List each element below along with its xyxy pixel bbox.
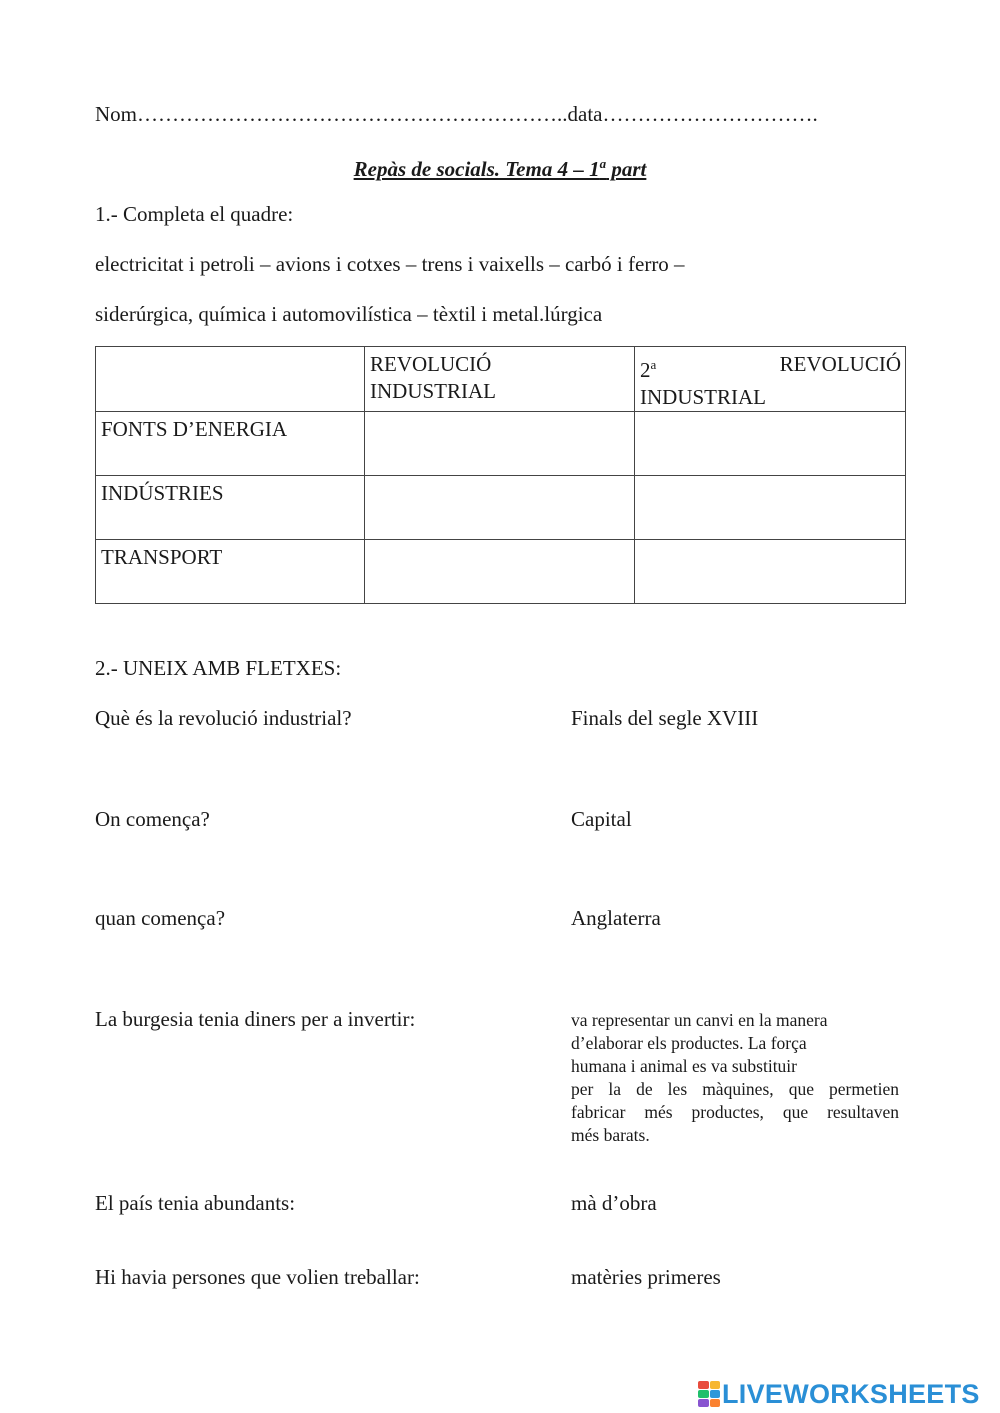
- header2-line2: INDUSTRIAL: [640, 385, 766, 409]
- logo-square: [710, 1381, 721, 1389]
- right-item-workforce[interactable]: mà d’obra: [571, 1191, 657, 1215]
- row-label-transport: TRANSPORT: [96, 540, 365, 604]
- logo-square: [698, 1381, 709, 1389]
- name-date-line[interactable]: Nom……………………………………………………..data………………………….: [95, 102, 818, 126]
- logo-square: [698, 1390, 709, 1398]
- logo-text: LIVEWORKSHEETS: [722, 1378, 980, 1409]
- header-second-revolution: [635, 347, 906, 412]
- table-header-row: [96, 347, 906, 412]
- definition-line: més barats.: [571, 1125, 650, 1145]
- logo-square: [710, 1399, 721, 1407]
- left-item-when[interactable]: quan comença?: [95, 906, 226, 930]
- right-item-definition[interactable]: [571, 1009, 899, 1147]
- table-row: [96, 540, 906, 604]
- table-corner-cell: [96, 347, 365, 412]
- exercise1-heading: 1.- Completa el quadre:: [95, 202, 294, 226]
- left-item-country[interactable]: El país tenia abundants:: [95, 1191, 296, 1215]
- title-superscript: a: [599, 156, 607, 171]
- left-item-bourgeoisie[interactable]: La burgesia tenia diners per a invertir:: [95, 1007, 416, 1031]
- word-bank-line2: siderúrgica, química i automovilística – tèxtil i metal.lúrgica: [95, 302, 603, 326]
- header2-word: REVOLUCIÓ: [779, 352, 901, 376]
- header1-line1: REVOLUCIÓ: [370, 352, 492, 376]
- logo-square: [710, 1390, 721, 1398]
- table-row: [96, 412, 906, 476]
- logo-icon: [698, 1381, 720, 1407]
- left-item-people[interactable]: Hi havia persones que volien treballar:: [95, 1265, 420, 1289]
- answer-cell-energy-2[interactable]: [635, 412, 906, 476]
- exercise2-heading: 2.- UNEIX AMB FLETXES:: [95, 656, 342, 680]
- right-item-raw-materials[interactable]: matèries primeres: [571, 1265, 721, 1289]
- row-label-energy: FONTS D’ENERGIA: [96, 412, 365, 476]
- answer-cell-industries-2[interactable]: [635, 476, 906, 540]
- header2-superscript: a: [650, 357, 657, 372]
- left-item-where[interactable]: On comença?: [95, 807, 210, 831]
- table-row: [96, 476, 906, 540]
- liveworksheets-logo: [698, 1379, 980, 1409]
- answer-cell-industries-1[interactable]: [365, 476, 635, 540]
- answer-cell-transport-1[interactable]: [365, 540, 635, 604]
- logo-square: [698, 1399, 709, 1407]
- definition-line: d’elaborar els productes. La força: [571, 1033, 807, 1053]
- definition-line: humana i animal es va substituir: [571, 1056, 797, 1076]
- title-end: part: [606, 157, 647, 181]
- right-item-england[interactable]: Anglaterra: [571, 906, 661, 930]
- definition-line: fabricar més productes, que resultaven: [571, 1102, 899, 1122]
- answer-cell-energy-1[interactable]: [365, 412, 635, 476]
- revolution-table: [95, 346, 906, 604]
- answer-cell-transport-2[interactable]: [635, 540, 906, 604]
- header1-line2: INDUSTRIAL: [370, 379, 496, 403]
- page-title: [0, 151, 1000, 182]
- definition-line: per la de les màquines, que permetien: [571, 1079, 899, 1099]
- header-first-revolution: [365, 347, 635, 412]
- right-item-capital[interactable]: Capital: [571, 807, 632, 831]
- title-text: Repàs de socials. Tema 4 – 1: [353, 157, 600, 181]
- header2-number: 2: [640, 358, 651, 382]
- word-bank-line1: electricitat i petroli – avions i cotxes – trens i vaixells – carbó i ferro –: [95, 252, 685, 276]
- right-item-century[interactable]: Finals del segle XVIII: [571, 706, 759, 730]
- definition-line: va representar un canvi en la manera: [571, 1010, 828, 1030]
- left-item-what[interactable]: Què és la revolució industrial?: [95, 706, 352, 730]
- row-label-industries: INDÚSTRIES: [96, 476, 365, 540]
